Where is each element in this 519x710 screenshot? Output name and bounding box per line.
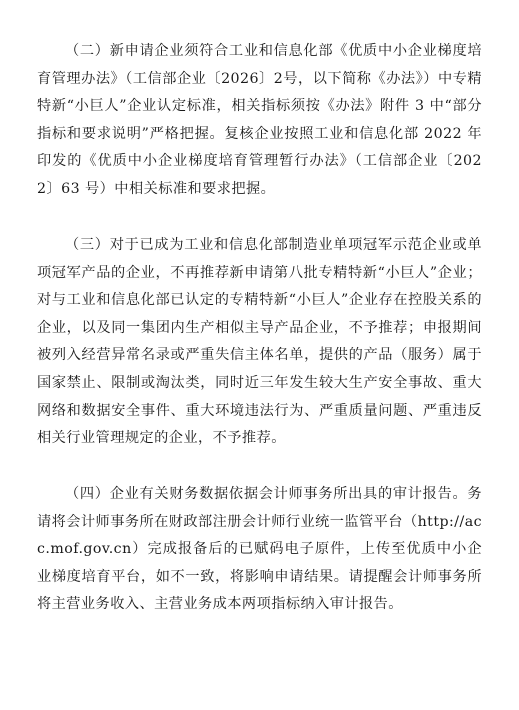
paragraph-item-3: （三）对于已成为工业和信息化部制造业单项冠军示范企业或单项冠军产品的企业，不再推荐新申请第八批专精特新“小巨人”企业；对与工业和信息化部已认定的专精特新“小巨人”企业存在控股关系的企业，以及同一集团内生产相似主导产品企业，不予推荐；申报期间被列入经营异常名录或严重失信主体名单，提供的产品（服务）属于国家禁止、限制或淘汰类，同时近三年发生较大生产安全事故、重大网络和数据安全事件、重大环境违法行为、严重质量问题、严重违反相关行业管理规定的企业，不予推荐。 (37, 237, 482, 447)
paragraph-item-4: （四）企业有关财务数据依据会计师事务所出具的审计报告。务请将会计师事务所在财政部注册会计师行业统一监管平台（http://acc.mof.gov.cn）完成报备后的已赋码电子原件，上传至优质中小企业梯度培育平台，如不一致，将影响申请结果。请提醒会计师事务所将主营业务收入、主营业务成本两项指标纳入审计报告。 (37, 486, 482, 613)
paragraph-item-2: （二）新申请企业须符合工业和信息化部《优质中小企业梯度培育管理办法》（工信部企业〔2026〕2号，以下简称《办法》）中专精特新“小巨人”企业认定标准，相关指标须按《办法》附件 3 中“部分指标和要求说明”严格把握。复核企业按照工业和信息化部 2022 年印发的《优质中小企业梯度培育管理暂行办法》（工信部企业〔2022〕63 号）中相关标准和要求把握。 (37, 43, 482, 197)
